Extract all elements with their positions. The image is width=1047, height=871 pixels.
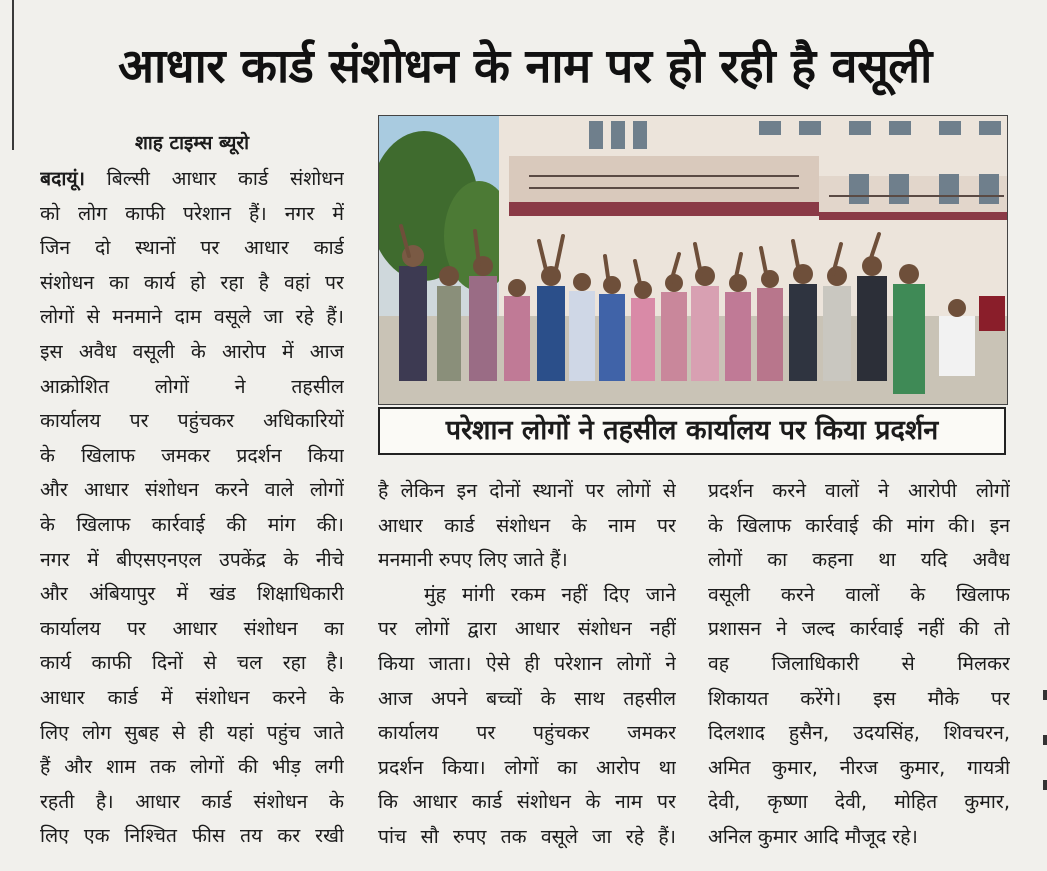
article-text-line: संशोधन का कार्य हो रहा है वहां पर: [40, 270, 344, 294]
article-text-line: आधार कार्ड संशोधन के नाम पर: [378, 513, 676, 537]
article-text-line: कार्यालय पर पहुंचकर जमकर: [378, 721, 676, 745]
article-text-line: के खिलाफ जमकर प्रदर्शन किया: [40, 443, 344, 467]
article-column-1: [40, 162, 344, 854]
article-text-line: पर लोगों द्वारा आधार संशोधन नहीं: [378, 617, 676, 641]
article-text-line: कि आधार कार्ड संशोधन के नाम पर: [378, 790, 676, 814]
edge-mark: [1043, 735, 1047, 745]
article-text-line: शिकायत करेंगे। इस मौके पर: [708, 686, 1010, 710]
article-text-line: आक्रोशित लोगों ने तहसील: [40, 374, 344, 398]
article-text-line: को लोग काफी परेशान हैं। नगर में: [40, 201, 344, 225]
article-text-line: मनमानी रुपए लिए जाते हैं।: [378, 548, 568, 572]
article-text-line: लोगों से मनमाने दाम वसूले जा रहे हैं।: [40, 305, 344, 329]
article-text-line: हैं और शाम तक लोगों की भीड़ लगी: [40, 755, 344, 779]
article-text-line: वह जिलाधिकारी से मिलकर: [708, 651, 1010, 675]
article-text-line: के खिलाफ कार्रवाई की मांग की।: [40, 512, 344, 536]
article-text-line: और आधार संशोधन करने वाले लोगों: [40, 478, 344, 502]
article-text-line: लिए एक निश्चित फीस तय कर रखी: [40, 824, 344, 848]
article-text-line: अमित कुमार, नीरज कुमार, गायत्री: [708, 755, 1010, 779]
article-text-line: कार्यालय पर पहुंचकर अधिकारियों: [40, 409, 344, 433]
article-text-line: मुंह मांगी रकम नहीं दिए जाने: [424, 582, 676, 606]
column-rule: [12, 0, 14, 150]
headline: आधार कार्ड संशोधन के नाम पर हो रही है वसूली: [118, 39, 932, 94]
article-text-line: वसूली करने वालों के खिलाफ: [708, 582, 1010, 606]
article-text-line: है लेकिन इन दोनों स्थानों पर लोगों से: [378, 479, 676, 502]
article-text-line: प्रदर्शन करने वालों ने आरोपी लोगों: [708, 479, 1010, 502]
edge-mark: [1043, 690, 1047, 700]
article-text-line: कार्य काफी दिनों से चल रहा है।: [40, 651, 344, 675]
news-photo: [378, 115, 1008, 405]
article-text-line: प्रदर्शन किया। लोगों का आरोप था: [378, 755, 676, 779]
article-text-line: पांच सौ रुपए तक वसूले जा रहे हैं।: [378, 824, 676, 848]
photo-caption: परेशान लोगों ने तहसील कार्यालय पर किया प्रदर्शन: [378, 407, 1006, 455]
protest-photo-illustration: [379, 116, 1008, 405]
edge-mark: [1043, 780, 1047, 790]
article-text-line: लिए लोग सुबह से ही यहां पहुंच जाते: [40, 720, 344, 744]
article-column-2: [378, 474, 676, 855]
article-text-line: आधार कार्ड में संशोधन करने के: [40, 685, 344, 709]
article-text-line: के खिलाफ कार्रवाई की मांग की। इन: [708, 513, 1010, 537]
article-text-line: इस अवैध वसूली के आरोप में आज: [40, 339, 344, 363]
article-text-line: देवी, कृष्णा देवी, मोहित कुमार,: [708, 790, 1010, 814]
article-text-line: दिलशाद हुसैन, उदयसिंह, शिवचरन,: [708, 721, 1010, 745]
article-text-line: प्रशासन ने जल्द कार्रवाई नहीं की तो: [708, 617, 1010, 641]
article-text-line: और अंबियापुर में खंड शिक्षाधिकारी: [40, 582, 344, 606]
article-text-line: कार्यालय पर आधार संशोधन का: [40, 616, 344, 640]
article-text-line: किया जाता। ऐसे ही परेशान लोगों ने: [378, 651, 676, 675]
byline: शाह टाइम्स ब्यूरो: [134, 132, 250, 154]
article-text-line: जिन दो स्थानों पर आधार कार्ड: [40, 236, 344, 260]
article-column-3: [708, 474, 1010, 855]
article-text-line: आज अपने बच्चों के साथ तहसील: [378, 686, 676, 710]
article-text-line: नगर में बीएसएनएल उपकेंद्र के नीचे: [40, 547, 344, 571]
article-text-line: [40, 162, 344, 197]
dateline: बदायूं।: [40, 167, 85, 190]
article-text-line: रहती है। आधार कार्ड संशोधन के: [40, 789, 344, 813]
article-text-line: लोगों का कहना था यदि अवैध: [708, 548, 1010, 572]
article-text: बिल्सी आधार कार्ड संशोधन: [85, 167, 344, 190]
article-text-line: अनिल कुमार आदि मौजूद रहे।: [708, 824, 918, 848]
